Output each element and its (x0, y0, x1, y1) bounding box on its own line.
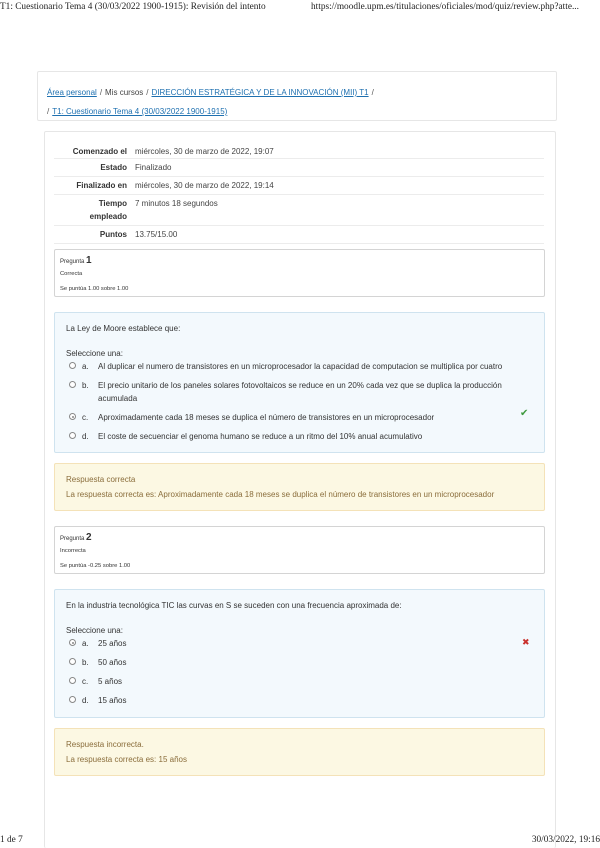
cross-icon: ✖ (522, 637, 530, 647)
question-1-feedback (54, 463, 545, 511)
radio-button-checked[interactable] (69, 639, 76, 646)
answer-option[interactable] (69, 656, 539, 670)
breadcrumb-card (37, 71, 557, 121)
breadcrumb-my-courses: Mis cursos (105, 88, 144, 97)
summary-label: Finalizado en (76, 181, 127, 190)
question-number (60, 255, 92, 266)
answer-text: 15 años (98, 696, 127, 705)
feedback-title: Respuesta incorrecta. (66, 740, 144, 749)
feedback-title: Respuesta correcta (66, 475, 136, 484)
feedback-text: La respuesta correcta es: Aproximadamente cada 18 meses se duplica el número de transistores en un microprocesador (66, 490, 495, 499)
answer-prompt: Seleccione una: (66, 626, 123, 635)
print-footer (0, 835, 600, 847)
radio-button[interactable] (69, 658, 76, 665)
answer-letter: a. (82, 639, 89, 648)
question-1-info (54, 249, 545, 297)
answer-option-selected[interactable] (69, 411, 539, 425)
print-datetime: 30/03/2022, 19:16 (531, 835, 600, 845)
answer-letter: d. (82, 696, 89, 705)
answer-letter: b. (82, 381, 89, 390)
answer-option[interactable] (69, 379, 539, 406)
answer-text: 50 años (98, 658, 127, 667)
print-page-title: T1: Cuestionario Tema 4 (30/03/2022 1900-1915): Revisión del intento (0, 2, 266, 12)
summary-row-state (54, 159, 544, 177)
radio-button-checked[interactable] (69, 413, 76, 420)
breadcrumb-home-link[interactable]: Área personal (47, 88, 97, 97)
summary-value: Finalizado (135, 163, 172, 172)
feedback-text: La respuesta correcta es: 15 años (66, 755, 187, 764)
summary-label: Comenzado el (72, 147, 127, 156)
radio-button[interactable] (69, 677, 76, 684)
summary-value: miércoles, 30 de marzo de 2022, 19:14 (135, 181, 274, 190)
answer-text: El coste de secuenciar el genoma humano se reduce a un ritmo del 10% anual acumulativo (98, 432, 423, 441)
attempt-summary-table (54, 142, 544, 261)
answer-text: Aproximadamente cada 18 meses se duplica el número de transistores en un microprocesador (98, 413, 435, 422)
radio-button[interactable] (69, 381, 76, 388)
breadcrumb-separator: / (99, 88, 103, 97)
answer-option-selected[interactable] (69, 637, 539, 651)
breadcrumb-separator: / (47, 107, 50, 116)
print-page-number: 1 de 7 (0, 835, 23, 845)
question-state: Correcta (60, 271, 83, 277)
summary-row-finished (54, 177, 544, 195)
check-icon: ✔ (520, 408, 529, 419)
question-label: Pregunta (60, 259, 85, 265)
breadcrumb-quiz-link[interactable]: T1: Cuestionario Tema 4 (30/03/2022 1900-1915) (52, 107, 228, 116)
question-2-formulation (54, 589, 545, 718)
answer-option[interactable] (69, 694, 539, 708)
summary-label-line: Tiempo (98, 199, 127, 208)
summary-value: miércoles, 30 de marzo de 2022, 19:07 (135, 147, 274, 156)
breadcrumb-separator: / (371, 88, 374, 97)
question-grade: Se puntúa 1.00 sobre 1.00 (60, 286, 129, 292)
summary-row-started (54, 142, 544, 159)
answer-text: Al duplicar el numero de transistores en un microprocesador la capacidad de computacion se multiplica por cuatro (98, 362, 503, 371)
answer-text: 25 años (98, 639, 127, 648)
summary-row-time (54, 195, 544, 226)
question-number-value: 2 (86, 532, 92, 543)
question-1-formulation (54, 312, 545, 453)
summary-value: 7 minutos 18 segundos (135, 199, 218, 208)
answer-letter: c. (82, 413, 89, 422)
answer-option[interactable] (69, 430, 539, 444)
summary-label: Puntos (99, 230, 127, 239)
answer-letter: d. (82, 432, 89, 441)
radio-button[interactable] (69, 432, 76, 439)
summary-value: 13.75/15.00 (135, 230, 178, 239)
breadcrumb (47, 83, 547, 121)
question-number (60, 532, 92, 543)
question-grade: Se puntúa -0.25 sobre 1.00 (60, 563, 131, 569)
breadcrumb-separator: / (146, 88, 149, 97)
radio-button[interactable] (69, 696, 76, 703)
answer-letter: c. (82, 677, 89, 686)
answer-prompt: Seleccione una: (66, 349, 123, 358)
question-number-value: 1 (86, 255, 92, 266)
answer-text: 5 años (98, 677, 123, 686)
question-state: Incorrecta (60, 548, 86, 554)
answer-text: El precio unitario de los paneles solares fotovoltaicos se reduce en un 20% cada vez que se duplica la producción acumulada (98, 381, 502, 403)
answer-letter: a. (82, 362, 89, 371)
question-label: Pregunta (60, 536, 85, 542)
summary-label (54, 195, 135, 226)
summary-row-points (54, 226, 544, 244)
print-page-url: https://moodle.upm.es/titulaciones/oficiales/mod/quiz/review.php?atte... (311, 2, 579, 12)
answer-option[interactable] (69, 675, 539, 689)
question-text: En la industria tecnológica TIC las curvas en S se suceden con una frecuencia aproximada de: (66, 601, 402, 610)
summary-label-line: empleado (89, 212, 127, 221)
radio-button[interactable] (69, 362, 76, 369)
question-2-info (54, 526, 545, 574)
question-text: La Ley de Moore establece que: (66, 324, 181, 333)
print-header (0, 2, 600, 16)
summary-label: Estado (100, 163, 127, 172)
answer-option[interactable] (69, 360, 539, 374)
answer-letter: b. (82, 658, 89, 667)
question-2-feedback (54, 728, 545, 776)
breadcrumb-course-link[interactable]: DIRECCIÓN ESTRATÉGICA Y DE LA INNOVACIÓN (MII) T1 (151, 88, 369, 97)
